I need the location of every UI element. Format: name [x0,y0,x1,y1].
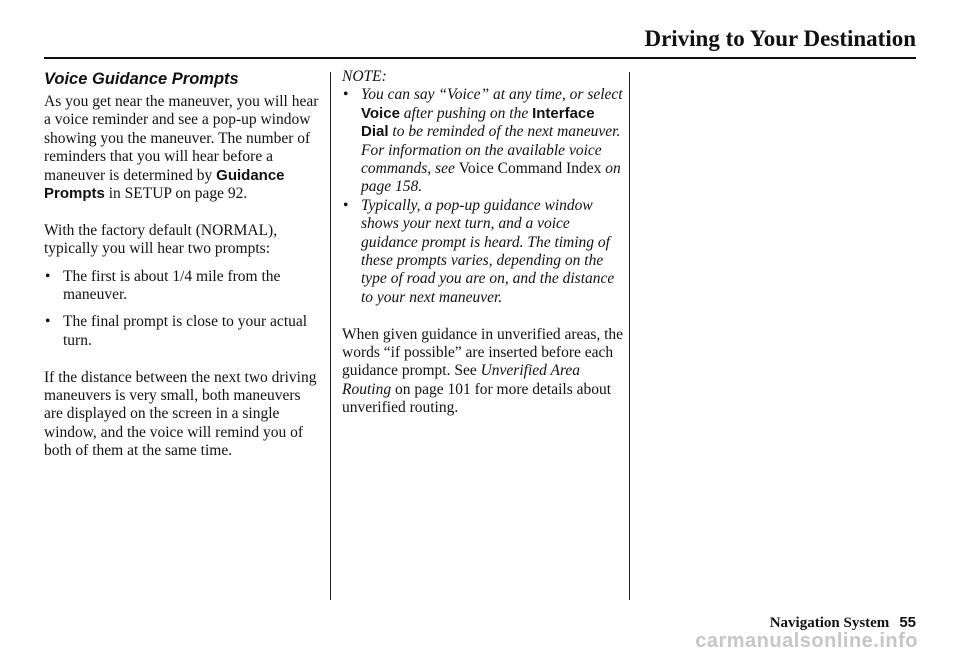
intro-paragraph [44,93,319,203]
list-item: • The first is about 1/4 mile from the maneuver. [44,268,319,305]
left-column [44,68,319,461]
list-item: • Typically, a pop-up guidance window shows your next turn, and a voice guidance prompt is heard. The timing of these prompts varies, depending on the type of road you are on, and the distance to your next maneuver. [342,197,624,307]
note-list [342,86,624,307]
header-rule [44,57,916,59]
page-title: Driving to Your Destination [644,26,916,51]
default-paragraph: With the factory default (NORMAL), typically you will hear two prompts: [44,221,278,258]
note-text: on page 158. [361,160,621,196]
footer-label: Navigation System [769,615,890,631]
paragraph-text: As you get near the maneuver, you will hear a voice reminder and see a pop-up window showing you the maneuver. The number of reminders that you will hear before a maneuver is determined by [44,93,319,184]
column-divider [330,72,331,600]
paragraph-text: on page 101 for more details about unverified routing. [342,380,612,417]
voice-command-index-ref: Voice Command Index [458,160,602,178]
note-label: NOTE: [342,68,387,85]
watermark: carmanualsonline.info [695,630,918,652]
unverified-routing-ref: Unverified Area Routing [342,362,581,398]
note-text: You can say “Voice” at any time, or select [361,86,623,104]
prompts-list [44,268,319,351]
distance-paragraph: If the distance between the next two driving maneuvers is very small, both maneuvers are displayed on the screen in a single window, and the voice will remind you of both of them at the same time. [44,368,317,460]
note-text: to be reminded of the next maneuver. For information on the available voice commands, see [361,123,621,178]
guidance-prompts-term: Guidance Prompts [44,166,285,203]
interface-dial-term: Interface Dial [361,104,595,141]
paragraph-text: When given guidance in unverified areas, the words “if possible” are inserted before each guidance prompt. See [342,325,624,380]
column-divider [629,72,630,600]
unverified-paragraph [342,326,624,418]
list-item [342,86,624,196]
section-heading: Voice Guidance Prompts [44,70,239,88]
voice-term: Voice [361,104,400,122]
list-item: • The final prompt is close to your actual turn. [44,313,319,350]
note-text: after pushing on the [399,104,533,122]
page-number: 55 [899,614,916,631]
paragraph-text: in SETUP on page 92. [104,185,248,203]
middle-column [342,68,624,418]
